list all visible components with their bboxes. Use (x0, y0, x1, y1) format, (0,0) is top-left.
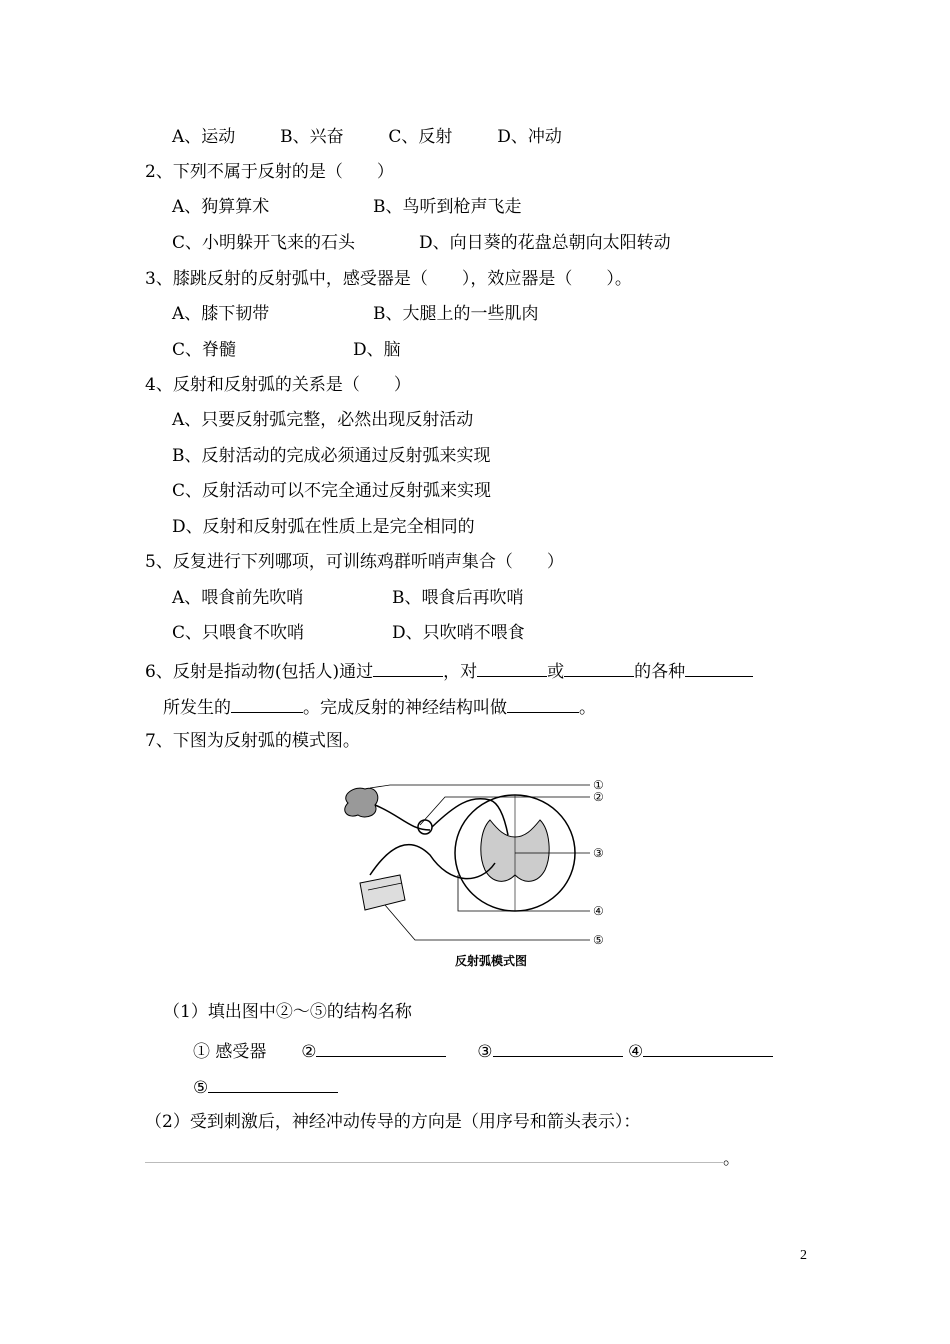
q5-option-b: B、喂食后再吹哨 (392, 588, 524, 608)
q2-option-b: B、鸟听到枪声飞走 (373, 197, 522, 217)
leader-5 (385, 905, 590, 940)
ganglion (418, 820, 432, 834)
afferent-nerve (375, 805, 430, 830)
q6-text-7: 。 (579, 698, 596, 718)
q1-options-row (172, 126, 562, 148)
q7-answers-row-2 (193, 1074, 338, 1099)
q5-stem: 5、反复进行下列哪项，可训练鸡群听哨声集合（ ） (145, 552, 564, 572)
q3-option-d: D、脑 (353, 340, 401, 360)
q1-option-b: B、兴奋 (280, 127, 344, 147)
q7-label-1: ① 感受器 (193, 1042, 267, 1062)
answer-line[interactable] (145, 1162, 723, 1163)
q7-stem: 7、下图为反射弧的模式图。 (145, 731, 360, 751)
q7-end: 。 (723, 1149, 740, 1169)
q3-option-b: B、大腿上的一些肌肉 (373, 304, 539, 324)
q6-text-6: 。完成反射的神经结构叫做 (303, 698, 507, 718)
q7-sub1: （1）填出图中②～⑤的结构名称 (163, 1002, 412, 1022)
q2-option-d: D、向日葵的花盘总朝向太阳转动 (419, 233, 671, 253)
receptor-shape (345, 788, 378, 817)
reflex-arc-diagram (320, 775, 620, 975)
q6-blank-2[interactable] (477, 658, 547, 677)
q6-blank-3[interactable] (564, 658, 634, 677)
q7-label-5: ⑤ (193, 1078, 209, 1098)
q2-option-c: C、小明躲开飞来的石头 (172, 233, 356, 253)
q7-answers-row-1 (193, 1038, 773, 1063)
q7-blank-3[interactable] (493, 1038, 623, 1057)
q1-option-a: A、运动 (172, 127, 236, 147)
q6-text-5: 所发生的 (163, 698, 231, 718)
q6-blank-4[interactable] (685, 658, 753, 677)
q6-line-1 (145, 658, 753, 683)
q7-sub2: （2）受到刺激后，神经冲动传导的方向是（用序号和箭头表示）： (145, 1112, 641, 1132)
q4-option-a: A、只要反射弧完整，必然出现反射活动 (172, 410, 474, 430)
q3-stem: 3、膝跳反射的反射弧中，感受器是（ ），效应器是（ ）。 (145, 269, 632, 289)
page-number: 2 (800, 1248, 807, 1263)
q2-option-a: A、狗算算术 (172, 197, 270, 217)
q6-blank-6[interactable] (507, 694, 579, 713)
q5-option-c: C、只喂食不吹哨 (172, 623, 305, 643)
figure-caption: 反射弧模式图 (455, 954, 528, 968)
q7-blank-4[interactable] (643, 1038, 773, 1057)
q4-option-c: C、反射活动可以不完全通过反射弧来实现 (172, 481, 492, 501)
q3-option-a: A、膝下韧带 (172, 304, 270, 324)
q3-option-c: C、脊髓 (172, 340, 237, 360)
efferent-nerve (370, 845, 495, 879)
figure-label-5: ⑤ (593, 933, 604, 947)
q7-label-2: ② (301, 1042, 317, 1062)
q4-option-b: B、反射活动的完成必须通过反射弧来实现 (172, 446, 491, 466)
q6-blank-1[interactable] (373, 658, 443, 677)
figure-label-1: ① (593, 778, 604, 792)
q6-text-1: 6、反射是指动物(包括人)通过 (145, 662, 374, 682)
q7-label-3: ③ (477, 1042, 493, 1062)
effector-shape (360, 875, 405, 910)
figure-label-2: ② (593, 790, 604, 804)
q7-blank-2[interactable] (316, 1038, 446, 1057)
q6-blank-5[interactable] (231, 694, 303, 713)
q5-option-a: A、喂食前先吹哨 (172, 588, 304, 608)
q4-option-d: D、反射和反射弧在性质上是完全相同的 (172, 517, 475, 537)
q6-text-4: 的各种 (634, 662, 686, 682)
q1-option-c: C、反射 (388, 127, 453, 147)
q2-stem: 2、下列不属于反射的是（ ） (145, 162, 394, 182)
q4-stem: 4、反射和反射弧的关系是（ ） (145, 375, 411, 395)
q6-text-2: ，对 (443, 662, 478, 682)
q1-option-d: D、冲动 (497, 127, 562, 147)
q6-line-2 (163, 694, 596, 719)
q6-text-3: 或 (547, 662, 565, 682)
leader-1 (370, 785, 590, 788)
figure-label-3: ③ (593, 846, 604, 860)
q5-option-d: D、只吹哨不喂食 (392, 623, 525, 643)
q7-label-4: ④ (627, 1042, 644, 1062)
figure-label-4: ④ (593, 904, 604, 918)
q7-blank-5[interactable] (208, 1074, 338, 1093)
